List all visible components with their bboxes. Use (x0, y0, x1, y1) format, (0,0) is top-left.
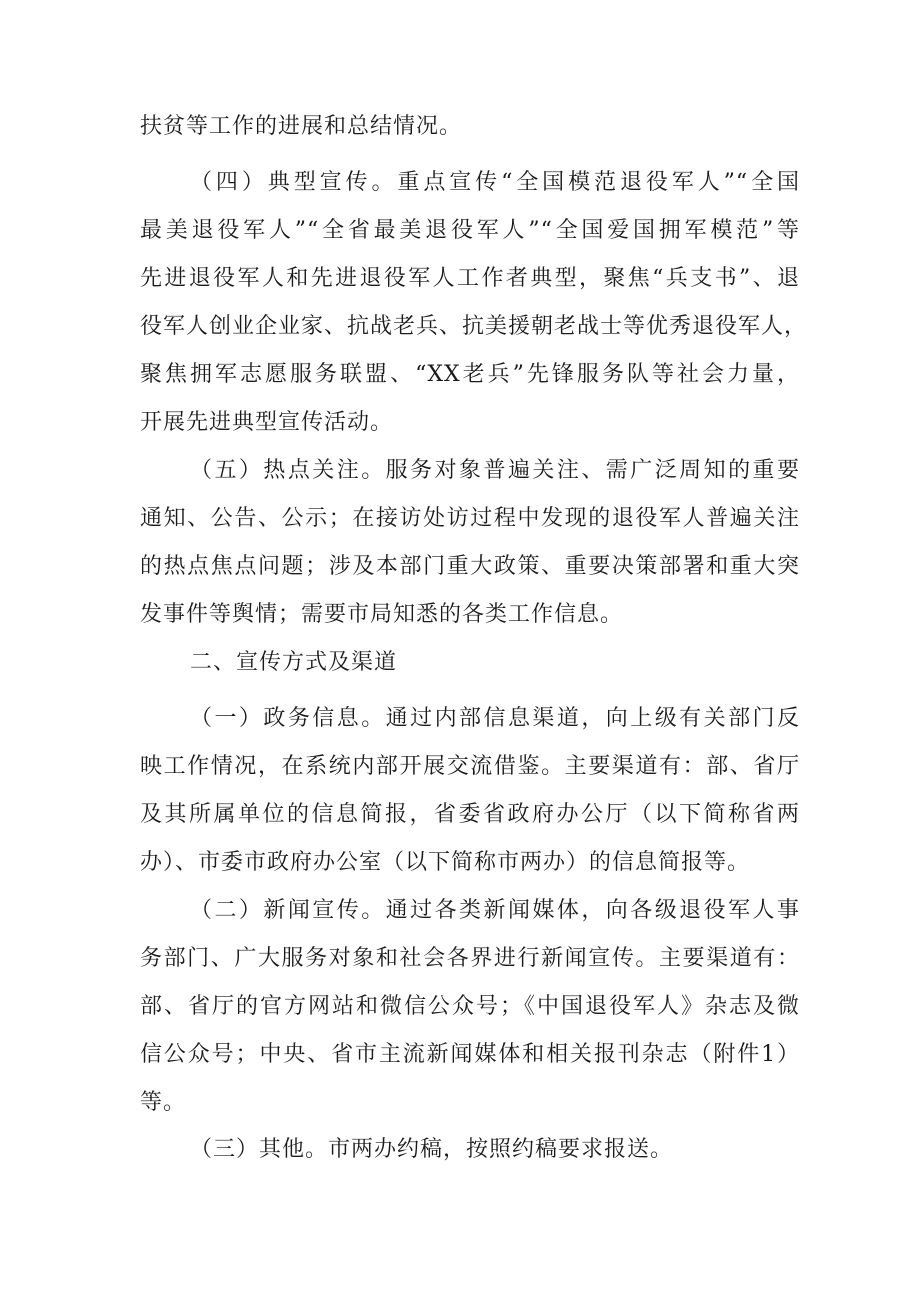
text-line: 及其所属单位的信息简报，省委省政府办公厅（以下简称省两 (140, 802, 800, 827)
text-line: 部、省厅的官方网站和微信公众号；《中国退役军人》杂志及微 (140, 994, 800, 1019)
text-line: 发事件等舆情；需要市局知悉的各类工作信息。 (140, 602, 624, 627)
text-line: 扶贫等工作的进展和总结情况。 (140, 114, 463, 139)
text-line: 聚焦拥军志愿服务联盟、“XX老兵”先锋服务队等社会力量， (140, 362, 800, 387)
text-line: 最美退役军人”“全省最美退役军人”“全国爱国拥军模范”等 (140, 218, 800, 243)
paragraph-government-info (140, 695, 800, 887)
text-line: 办）、市委市政府办公室（以下简称市两办）的信息简报等。 (140, 850, 751, 875)
text-line: 务部门、广大服务对象和社会各界进行新闻宣传。主要渠道有： (140, 946, 800, 971)
text-line: 开展先进典型宣传活动。 (140, 410, 394, 435)
text-line: 二、宣传方式及渠道 (190, 650, 398, 675)
text-line: 的热点焦点问题；涉及本部门重大政策、重要决策部署和重大突 (140, 554, 800, 579)
text-line: 等。 (140, 1090, 187, 1115)
section-heading-publicity-channels (140, 639, 800, 687)
paragraph-typical-publicity (140, 159, 808, 447)
text-line: 信公众号；中央、省市主流新闻媒体和相关报刊杂志（附件1） (140, 1042, 800, 1067)
paragraph-news-publicity (140, 887, 800, 1127)
text-line: （二）新闻宣传。通过各类新闻媒体，向各级退役军人事 (190, 898, 800, 923)
text-line: 役军人创业企业家、抗战老兵、抗美援朝老战士等优秀退役军人， (140, 314, 808, 339)
text-line: （五）热点关注。服务对象普遍关注、需广泛周知的重要 (190, 458, 800, 483)
text-line: 先进退役军人和先进退役军人工作者典型，聚焦“兵支书”、退 (140, 266, 800, 291)
paragraph-hotspot-attention (140, 447, 800, 639)
text-line: 通知、公告、公示；在接访处访过程中发现的退役军人普遍关注 (140, 506, 800, 531)
text-line: （三）其他。市两办约稿，按照约稿要求报送。 (190, 1137, 674, 1162)
paragraph-poverty-summary (140, 103, 800, 151)
text-line: 映工作情况，在系统内部开展交流借鉴。主要渠道有：部、省厅 (140, 754, 800, 779)
paragraph-other (140, 1126, 800, 1174)
text-line: （四）典型宣传。重点宣传“全国模范退役军人”“全国 (190, 170, 800, 195)
text-line: （一）政务信息。通过内部信息渠道，向上级有关部门反 (190, 706, 800, 731)
